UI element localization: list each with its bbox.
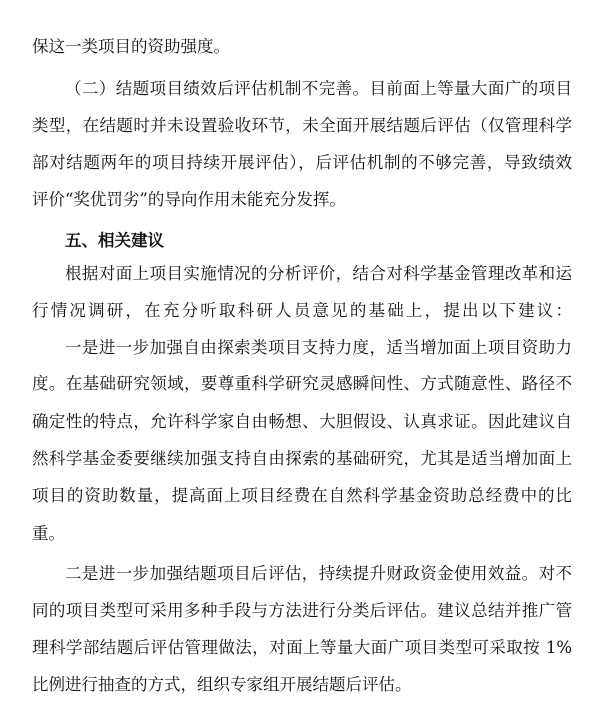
text-line: 保这一类项目的资助强度。 [32, 37, 230, 56]
text-line: 重。 [32, 524, 65, 543]
text-line: 同的项目类型可采用多种手段与方法进行分类后评估。建议总结并推广管 [32, 601, 572, 620]
text-line: 一是进一步加强自由探索类项目支持力度，适当增加面上项目资助力 [65, 338, 572, 357]
text-line: 根据对面上项目实施情况的分析评价，结合对科学基金管理改革和运 [65, 264, 572, 283]
text-line: 理科学部结题后评估管理做法，对面上等量大面广项目类型可采取按 1% [32, 638, 572, 657]
text-line: 度。在基础研究领域，要尊重科学研究灵感瞬间性、方式随意性、路径不 [32, 374, 572, 393]
text-line: 类型，在结题时并未设置验收环节，未全面开展结题后评估（仅管理科学 [32, 116, 572, 135]
text-line: 比例进行抽查的方式，组织专家组开展结题后评估。 [32, 675, 412, 694]
text-line: （二）结题项目绩效后评估机制不完善。目前面上等量大面广的项目 [65, 79, 572, 98]
section-heading: 五、相关建议 [65, 231, 164, 250]
text-line: 行情况调研，在充分听取科研人员意见的基础上，提出以下建议： [32, 301, 572, 320]
text-line: 项目的资助数量，提高面上项目经费在自然科学基金资助总经费中的比 [32, 486, 572, 505]
text-line: 二是进一步加强结题项目后评估，持续提升财政资金使用效益。对不 [65, 564, 572, 583]
text-line: 评价“奖优罚劣”的导向作用未能充分发挥。 [32, 190, 346, 209]
text-line: 然科学基金委要继续加强支持自由探索的基础研究，尤其是适当增加面上 [32, 449, 572, 468]
text-line: 确定性的特点，允许科学家自由畅想、大胆假设、认真求证。因此建议自 [32, 412, 572, 431]
text-line: 部对结题两年的项目持续开展评估），后评估机制的不够完善，导致绩效 [32, 153, 572, 172]
